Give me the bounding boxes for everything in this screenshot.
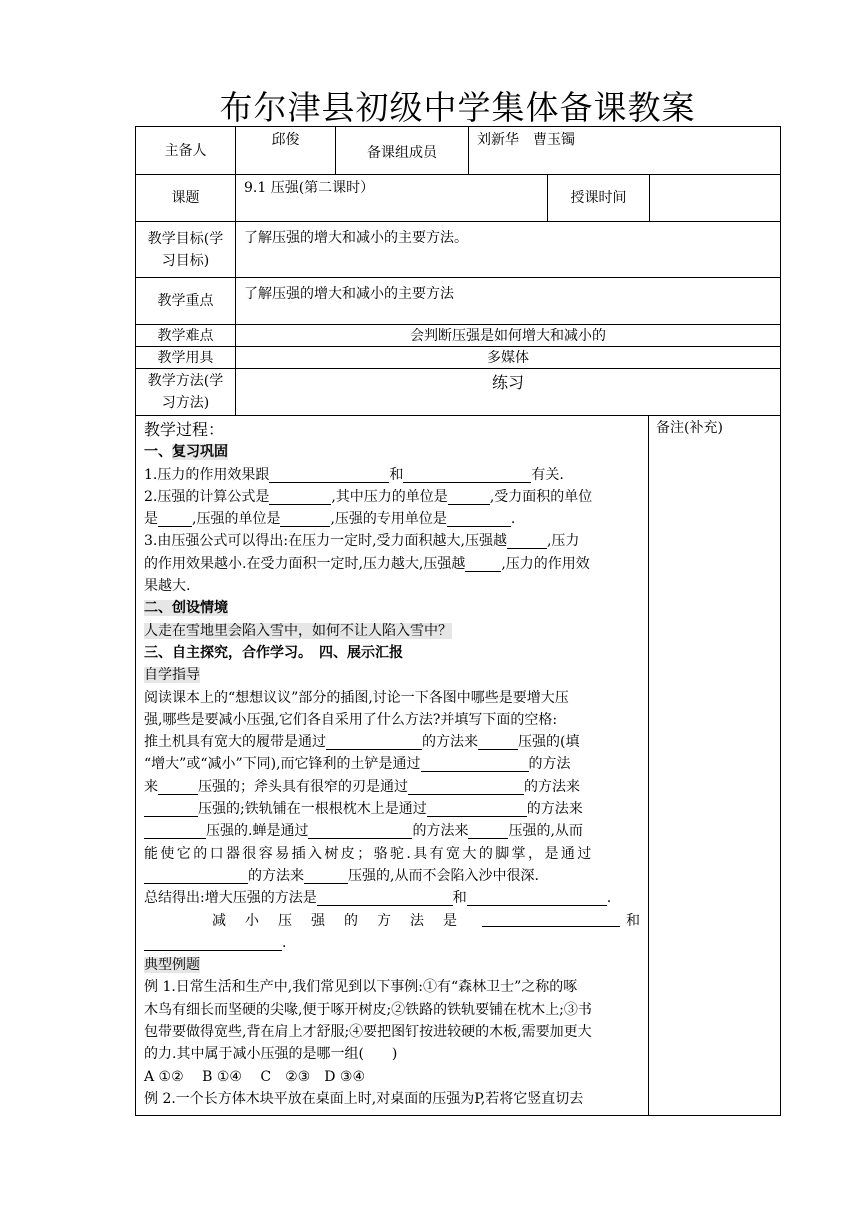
guide-line-2: 强,哪些是要减小压强,它们各自采用了什么方法?并填写下面的空格: — [144, 711, 558, 728]
method-value-cell — [235, 368, 781, 416]
fill-line-5: 压强的.蝉是通过 的方法来 压强的,从而 — [144, 820, 640, 842]
fill-line-7: 的方法来 压强的,从而不会陷入沙中很深. — [144, 865, 640, 887]
summary-line-2: 减小压强的方法是 和 — [144, 910, 640, 932]
summary-line-1: 总结得出:增大压强的方法是 和 . — [144, 890, 612, 907]
preparer-label-cell — [135, 126, 236, 175]
fill-line-1: 推土机具有宽大的履带是通过 的方法来 压强的(填 — [144, 734, 580, 751]
tools-label-cell — [135, 346, 236, 369]
question-1: 1.压力的作用效果跟 和 有关. — [144, 466, 564, 483]
tools-label: 教学用具 — [157, 349, 214, 366]
teaching-process — [136, 416, 648, 1116]
question-2-line-1: 2.压强的计算公式是 ,其中压力的单位是 ,受力面积的单位 — [144, 488, 593, 505]
key-label-cell — [135, 277, 236, 325]
fill-line-6: 能使它的口器很容易插入树皮；骆驼.具有宽大的脚掌，是通过 — [144, 845, 594, 862]
method-label-cell — [135, 368, 236, 416]
question-3-line-3: 果越大. — [144, 578, 191, 595]
tools-value: 多媒体 — [487, 349, 529, 366]
question-3-line-2: 的作用效果越小.在受力面积一定时,压力越大,压强越 ,压力的作用效 — [144, 555, 590, 572]
key-value: 了解压强的增大和减小的主要方法 — [244, 286, 454, 302]
section-explore: 三、自主探究，合作学习。 四、展示汇报 — [144, 644, 403, 661]
process-title: 教学过程： — [144, 420, 225, 439]
goal-label-cell — [135, 221, 236, 278]
difficulty-label-cell — [135, 324, 236, 347]
fill-line-3: 来 压强的；斧头具有很窄的刃是通过 的方法来 — [144, 778, 580, 795]
section-scenario-title: 二、创设情境 — [144, 600, 228, 617]
time-label-cell — [547, 174, 650, 222]
question-3-line-1: 3.由压强公式可以得出:在压力一定时,受力面积越大,压强越 ,压力 — [144, 533, 580, 550]
section-review-title: 复习巩固 — [172, 444, 228, 461]
guide-title: 自学指导 — [144, 667, 200, 684]
group-value-cell — [468, 126, 781, 175]
time-value-cell — [649, 174, 781, 222]
example-1-line-4: 的力.其中属于减小压强的是哪一组( ) — [144, 1046, 398, 1063]
summary-line-3: . — [144, 932, 640, 954]
example-1-line-2: 木鸟有细长而坚硬的尖喙,便于啄开树皮;②铁路的铁轨要铺在枕木上;③书 — [144, 1001, 592, 1018]
group-value: 刘新华 曹玉镯 — [477, 132, 575, 148]
section-review: 一、复习巩固 — [144, 444, 228, 461]
preparer-value-cell — [235, 126, 336, 175]
topic-label: 课题 — [171, 190, 200, 206]
group-label: 备课组成员 — [367, 145, 437, 161]
topic-value-cell — [235, 174, 548, 222]
notes-label: 备注(补充) — [656, 420, 723, 436]
group-label-cell — [335, 126, 469, 175]
scenario-text: 人走在雪地里会陷入雪中，如何不让人陷入雪中？ — [144, 622, 452, 639]
examples-title: 典型例题 — [144, 957, 200, 974]
goal-label: 教学目标(学习目标) — [147, 230, 224, 269]
difficulty-label: 教学难点 — [157, 327, 214, 344]
preparer-value: 邱俊 — [271, 132, 300, 148]
method-value: 练习 — [491, 373, 524, 392]
topic-value: 9.1 压强(第二课时） — [244, 180, 375, 196]
goal-value: 了解压强的增大和减小的主要方法。 — [244, 230, 468, 246]
question-2-line-2: 是 ,压强的单位是 ,压强的专用单位是 . — [144, 511, 516, 528]
fill-line-4: 压强的;铁轨铺在一根根枕木上是通过 的方法来 — [144, 798, 640, 820]
example-1-line-3: 包带要做得宽些,背在肩上才舒服;④要把图钉按进较硬的木板,需要加更大 — [144, 1024, 592, 1041]
guide-line-1: 阅读课本上的“想想议议”部分的插图,讨论一下各图中哪些是要增大压 — [144, 689, 569, 706]
key-label: 教学重点 — [157, 293, 214, 309]
section-scenario — [144, 597, 640, 619]
tools-value-cell — [235, 346, 781, 369]
preparer-label: 主备人 — [164, 142, 207, 159]
method-label: 教学方法(学习方法) — [147, 373, 224, 411]
notes-cell — [648, 415, 781, 1116]
example-1-options: A ①② B ①④ C ②③ D ③④ — [144, 1068, 365, 1085]
difficulty-value-cell — [235, 324, 781, 347]
example-2-line-1: 例 2.一个长方体木块平放在桌面上时,对桌面的压强为P,若将它竖直切去 — [144, 1090, 584, 1107]
fill-line-2: “增大”或“减小”下同),而它锋利的土铲是通过 的方法 — [144, 756, 571, 773]
goal-value-cell — [235, 221, 781, 278]
topic-label-cell — [135, 174, 236, 222]
key-value-cell — [235, 277, 781, 325]
time-label: 授课时间 — [570, 190, 627, 206]
example-1-line-1: 例 1.日常生活和生产中,我们常见到以下事例:①有“森林卫士”之称的啄 — [144, 979, 578, 996]
page-title: 布尔津县初级中学集体备课教案 — [219, 88, 696, 127]
difficulty-value: 会判断压强是如何增大和减小的 — [410, 327, 606, 344]
